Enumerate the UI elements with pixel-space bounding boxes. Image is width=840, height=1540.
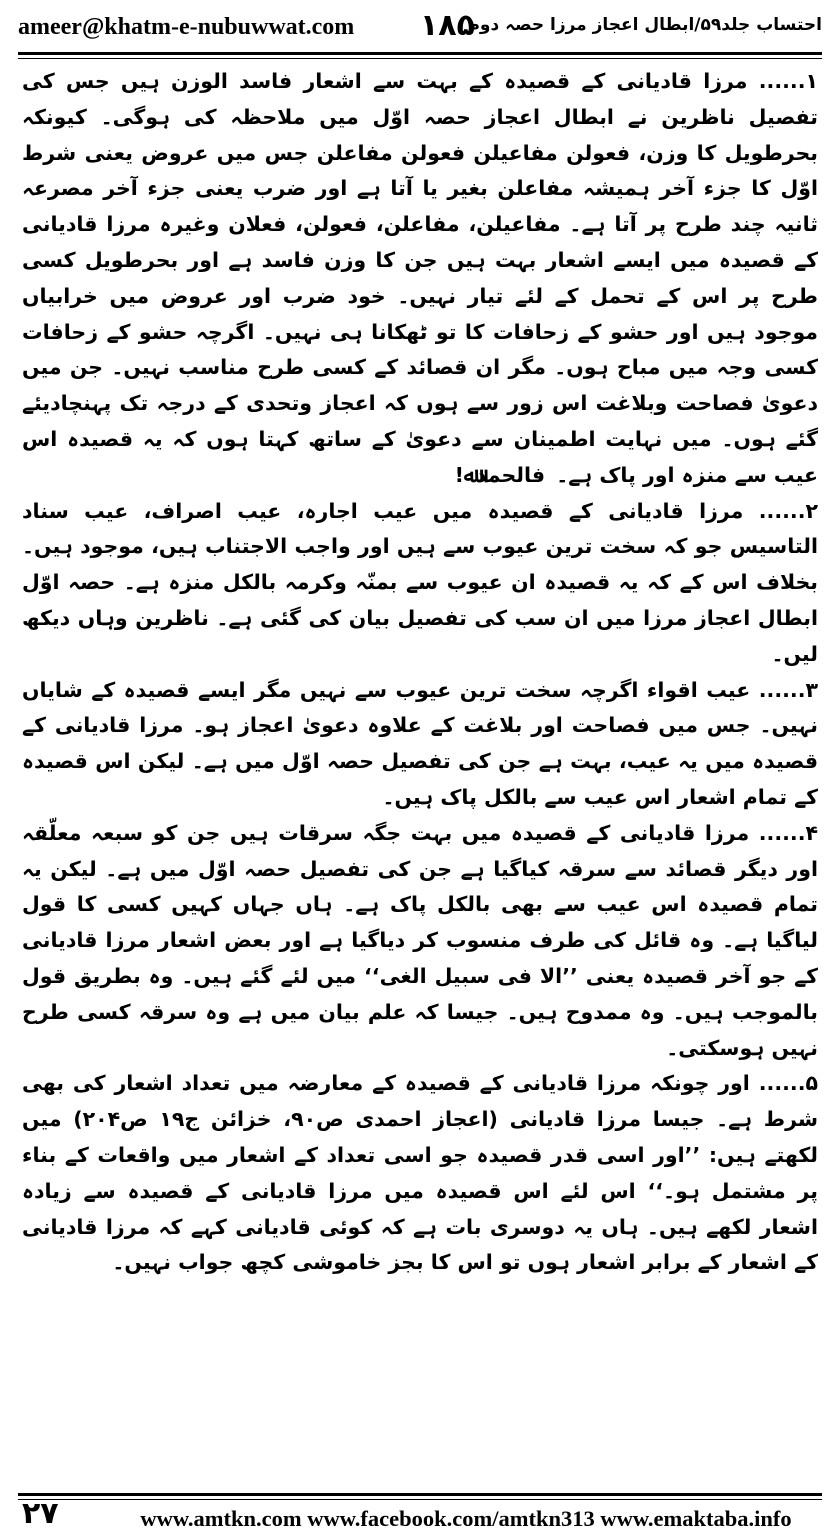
paragraph-5-text: اور چونکہ مرزا قادیانی کے قصیدہ کے معارضہ میں تعداد اشعار کی بھی شرط ہے۔ جیسا مرزا قادیانی (اعجاز احمدی ص۹۰، خزائن ج۱۹ ص۲۰۴) میں لکھتے ہیں: ’’اور اسی قدر قصیدہ جو اسی تعداد کے اشعار میں واقعات کے بناء پر مشتمل ہو۔‘‘ اس لئے اس قصیدہ میں مرزا قادیانی کے قصیدہ سے زیادہ اشعار لکھے ہیں۔ ہاں یہ دوسری بات ہے کہ کوئی قادیانی کہے کہ مرزا قادیانی کے اشعار کے برابر اشعار ہوں تو اس کا بجز خاموشی کچھ جواب نہیں۔ [22, 1071, 818, 1275]
paragraph-5 [22, 1066, 818, 1281]
paragraph-3-number: ۳...... [758, 677, 818, 702]
paragraph-4-text-before: مرزا قادیانی کے قصیدہ میں بہت جگہ سرقات ہیں جن کو سبعہ معلّقہ اور دیگر قصائد سے سرقہ کیاگیا ہے جن کی تفصیل حصہ اوّل میں ہے۔ لیکن یہ تمام قصیدہ اس عیب سے بھی بالکل پاک ہے۔ ہاں جہاں کہیں کسی کا قول لیاگیا ہے۔ وہ قائل کی طرف منسوب کر دیاگیا ہے اور بعض اشعار مرزا قادیانی کے جو آخر قصیدہ یعنی [22, 820, 818, 988]
footer-page-number: ۲۷ [22, 1496, 59, 1531]
paragraph-2-text: مرزا قادیانی کے قصیدہ میں عیب اجارہ، عیب اصراف، عیب سناد التاسیس جو کہ سخت ترین عیوب سے ہیں اور واجب الاجتناب ہیں، موجود ہیں۔ بخلاف اس کے کہ یہ قصیدہ ان عیوب سے بمنّہ وکرمہ بالکل منزہ ہے۔ حصہ اوّل ابطال اعجاز مرزا میں ان سب کی تفصیل بیان کی گئی ہے۔ ناظرین وہاں دیکھ لیں۔ [22, 498, 818, 666]
paragraph-5-number: ۵...... [758, 1071, 818, 1096]
paragraph-4-number: ۴...... [758, 820, 818, 845]
footer-links[interactable]: www.amtkn.com www.facebook.com/amtkn313 www.emaktaba.info [140, 1506, 792, 1531]
paragraph-2-number: ۲...... [758, 498, 818, 523]
paragraph-4 [22, 816, 818, 1067]
paragraph-3 [22, 673, 818, 816]
header-page-number: ۱۸۵ [420, 8, 475, 43]
paragraph-1-closing: فالحمدﷲ! [454, 462, 546, 487]
paragraph-1-number: ۱...... [758, 69, 818, 93]
paragraph-4-quote: ’’الا فی سبیل الغی‘‘ [364, 963, 578, 988]
footer-rule [18, 1493, 822, 1500]
paragraph-4-text-after: میں لئے گئے ہیں۔ وہ بطریق قول بالموجب ہیں۔ وہ ممدوح ہیں۔ جیسا کہ علم بیان میں ہے وہ سرقہ کسی طرح نہیں ہوسکتی۔ [22, 963, 818, 1060]
paragraph-2 [22, 494, 818, 673]
paragraph-1 [22, 64, 818, 494]
header-rule [18, 52, 822, 59]
header-running-title: احتساب جلد۵۹/ابطال اعجاز مرزا حصہ دوم [467, 15, 822, 35]
header-email[interactable]: ameer@khatm-e-nubuwwat.com [18, 14, 355, 40]
paragraph-1-text: مرزا قادیانی کے قصیدہ کے بہت سے اشعار فاسد الوزن ہیں جس کی تفصیل ناظرین نے ابطال اعجاز حصہ اوّل میں ملاحظہ کی ہوگی۔ کیونکہ بحرطویل کا وزن، فعولن مفاعیلن فعولن مفاعلن جس میں عروض یعنی شرط اوّل کا جزء آخر ہمیشہ مفاعلن بغیر یا آتا ہے اور ضرب یعنی جزء آخر مصرعہ ثانیہ چند طرح پر آتا ہے۔ مفاعیلن، مفاعلن، فعولن، فعلان وغیرہ مرزا قادیانی کے قصیدہ میں ایسے اشعار بہت ہیں جن کا وزن فاسد ہے اور بحرطویل کسی طرح پر اس کے تحمل کے لئے تیار نہیں۔ خود ضرب اور عروض میں خرابیاں موجود ہیں اور حشو کے زحافات کا تو ٹھکانا ہی نہیں۔ اگرچہ حشو کے زحافات کسی وجہ میں مباح ہوں۔ مگر ان قصائد کے کسی طرح مناسب نہیں۔ جن میں دعویٰ فصاحت وبلاغت اس زور سے ہوں کہ اعجاز وتحدی کے درجہ تک پہنچادیئے گئے ہوں۔ میں نہایت اطمینان سے دعویٰ کے ساتھ کہتا ہوں کہ یہ قصیدہ اس عیب سے منزہ اور پاک ہے۔ [22, 69, 818, 487]
paragraph-3-text: عیب اقواء اگرچہ سخت ترین عیوب سے نہیں مگر ایسے قصیدہ کے شایاں نہیں۔ جس میں فصاحت اور بلاغت کے علاوہ دعویٰ اعجاز ہو۔ مرزا قادیانی کے قصیدہ میں یہ عیب، بہت ہے جن کی تفصیل حصہ اوّل میں ہے۔ لیکن اس قصیدہ کے تمام اشعار اس عیب سے بالکل پاک ہیں۔ [22, 677, 818, 809]
page-header [18, 8, 822, 50]
page-body [22, 64, 818, 1444]
